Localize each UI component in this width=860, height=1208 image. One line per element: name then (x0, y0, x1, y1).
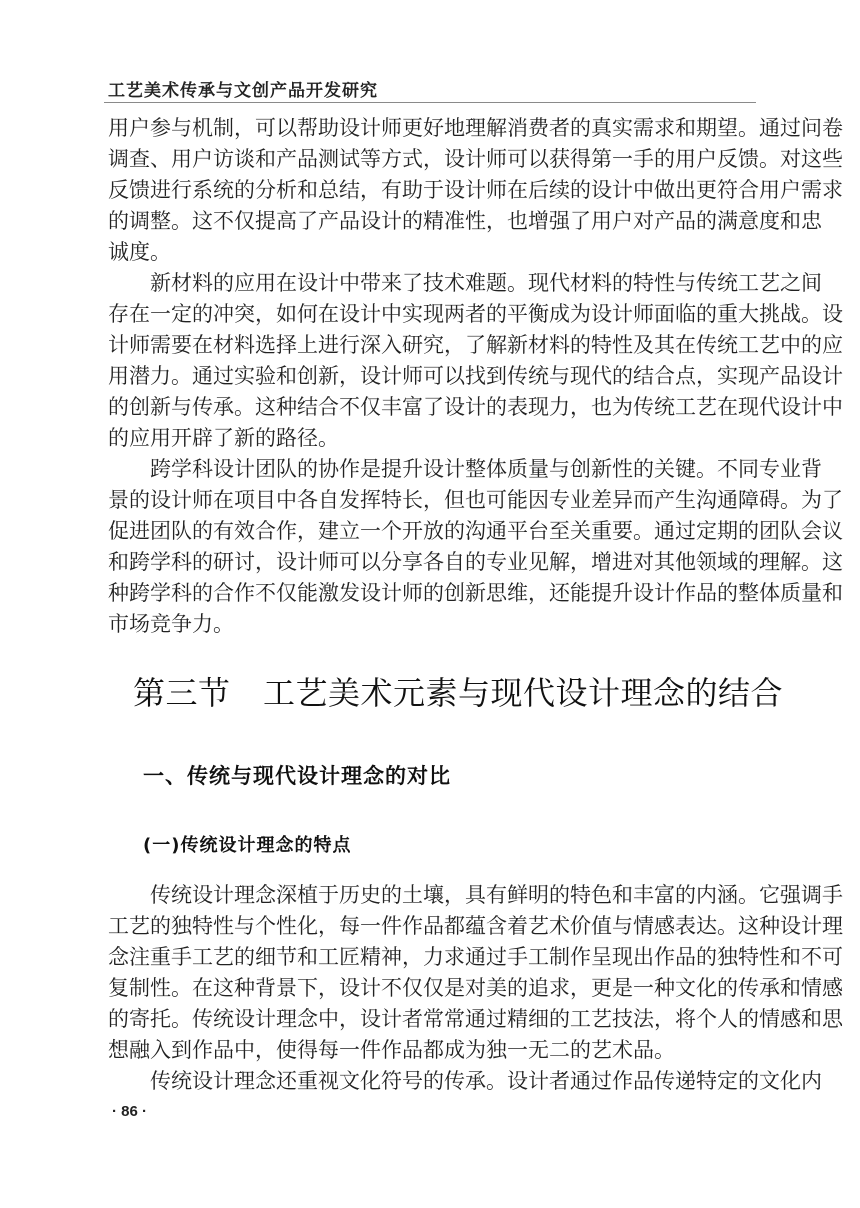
text-line: 传统设计理念还重视文化符号的传承。设计者通过作品传递特定的文化内 (150, 1069, 822, 1093)
text-line: 想融入到作品中，使得每一件作品都成为独一无二的艺术品。 (108, 1038, 675, 1062)
text-line: 计师需要在材料选择上进行深入研究，了解新材料的特性及其在传统工艺中的应 (108, 333, 843, 357)
text-line: 的创新与传承。这种结合不仅丰富了设计的表现力，也为传统工艺在现代设计中 (108, 395, 843, 419)
text-line: 诚度。 (108, 240, 171, 264)
section-title: 第三节 工艺美术元素与现代设计理念的结合 (133, 674, 784, 712)
running-head: 工艺美术传承与文创产品开发研究 (108, 81, 378, 101)
paragraph (108, 113, 843, 268)
text-line: 反馈进行系统的分析和总结，有助于设计师在后续的设计中做出更符合用户需求 (108, 178, 843, 202)
text-line: 复制性。在这种背景下，设计不仅仅是对美的追求，更是一种文化的传承和情感 (108, 976, 843, 1000)
text-line: 存在一定的冲突，如何在设计中实现两者的平衡成为设计师面临的重大挑战。设 (108, 302, 843, 326)
text-line: 念注重手工艺的细节和工匠精神，力求通过手工制作呈现出作品的独特性和不可 (108, 945, 843, 969)
heading-level-2: 一、传统与现代设计理念的对比 (143, 764, 451, 788)
header-rule (104, 102, 756, 103)
text-line: 用户参与机制，可以帮助设计师更好地理解消费者的真实需求和期望。通过问卷 (108, 116, 843, 140)
paragraph (108, 268, 843, 454)
text-line: 工艺的独特性与个性化，每一件作品都蕴含着艺术价值与情感表达。这种设计理 (108, 914, 843, 938)
heading-level-3: (一)传统设计理念的特点 (143, 835, 352, 856)
body-text-block-2 (108, 880, 843, 1097)
text-line: 新材料的应用在设计中带来了技术难题。现代材料的特性与传统工艺之间 (150, 271, 822, 295)
text-line: 促进团队的有效合作，建立一个开放的沟通平台至关重要。通过定期的团队会议 (108, 519, 843, 543)
text-line: 的寄托。传统设计理念中，设计者常常通过精细的工艺技法，将个人的情感和思 (108, 1007, 843, 1031)
paragraph (108, 454, 843, 640)
text-line: 传统设计理念深植于历史的土壤，具有鲜明的特色和丰富的内涵。它强调手 (150, 883, 843, 907)
page-number: · 86 · (112, 1103, 148, 1120)
text-line: 调查、用户访谈和产品测试等方式，设计师可以获得第一手的用户反馈。对这些 (108, 147, 843, 171)
text-line: 用潜力。通过实验和创新，设计师可以找到传统与现代的结合点，实现产品设计 (108, 364, 843, 388)
paragraph (108, 1066, 822, 1097)
text-line: 和跨学科的研讨，设计师可以分享各自的专业见解，增进对其他领域的理解。这 (108, 550, 843, 574)
body-text-block-1 (108, 113, 843, 640)
text-line: 市场竞争力。 (108, 612, 234, 636)
text-line: 的调整。这不仅提高了产品设计的精准性，也增强了用户对产品的满意度和忠 (108, 209, 822, 233)
paragraph (108, 880, 843, 1066)
text-line: 景的设计师在项目中各自发挥特长，但也可能因专业差异而产生沟通障碍。为了 (108, 488, 843, 512)
text-line: 种跨学科的合作不仅能激发设计师的创新思维，还能提升设计作品的整体质量和 (108, 581, 843, 605)
text-line: 的应用开辟了新的路径。 (108, 426, 339, 450)
text-line: 跨学科设计团队的协作是提升设计整体质量与创新性的关键。不同专业背 (150, 457, 822, 481)
